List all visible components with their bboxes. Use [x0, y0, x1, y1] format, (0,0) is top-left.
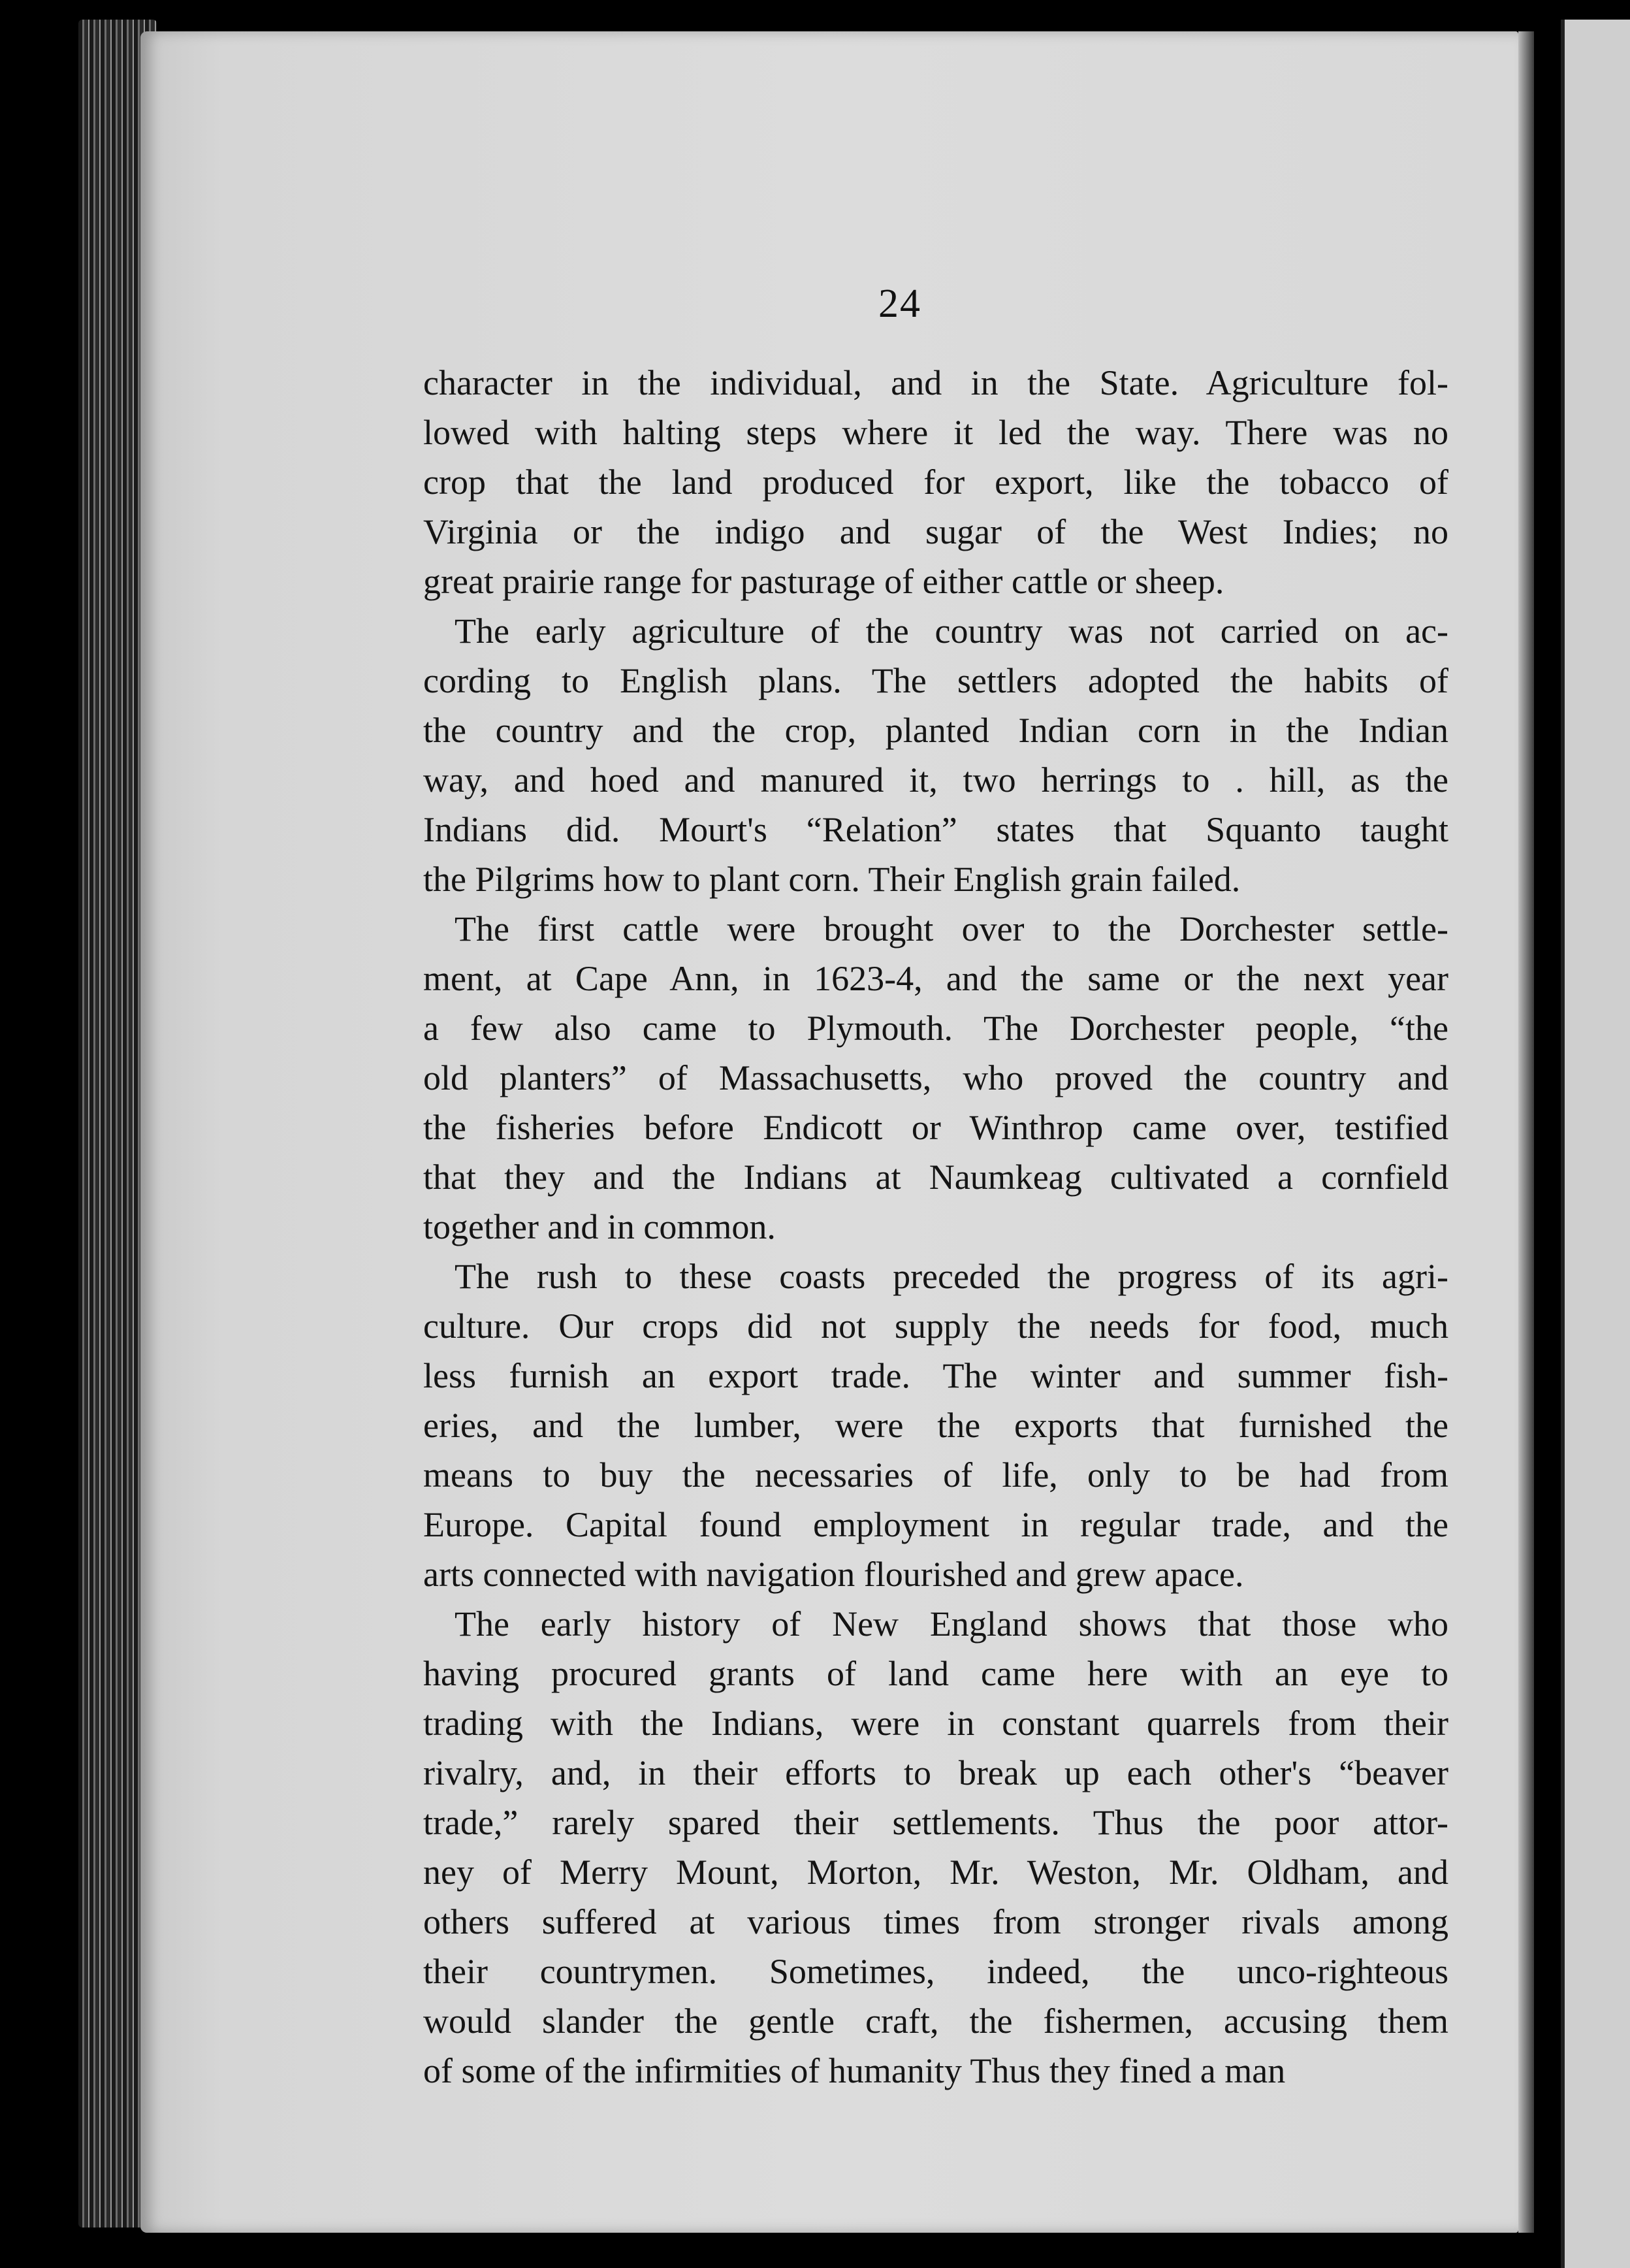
text-line: great prairie range for pasturage of either cattle or sheep. [423, 562, 1224, 601]
text-line: would slander the gentle craft, the fishermen, accusing them [423, 2001, 1448, 2041]
text-line: The first cattle were brought over to the Dorchester settle- [455, 909, 1448, 948]
text-line: lowed with halting steps where it led the way. There was no [423, 413, 1448, 452]
text-line: arts connected with navigation flourished and grew apace. [423, 1555, 1244, 1594]
text-line: character in the individual, and in the State. Agriculture fol- [423, 363, 1448, 402]
text-line: Europe. Capital found employment in regular trade, and the [423, 1505, 1448, 1544]
text-line: way, and hoed and manured it, two herrings to . hill, as the [423, 760, 1448, 800]
text-line: the country and the crop, planted Indian corn in the Indian [423, 711, 1448, 750]
body-text [423, 358, 1448, 2096]
text-line: means to buy the necessaries of life, only to be had from [423, 1455, 1448, 1495]
text-line: ment, at Cape Ann, in 1623-4, and the same or the next year [423, 959, 1448, 998]
text-line: others suffered at various times from stronger rivals among [423, 1902, 1448, 1941]
text-line: The early agriculture of the country was not carried on ac- [455, 611, 1448, 651]
text-line: Indians did. Mourt's “Relation” states that Squanto taught [423, 810, 1448, 849]
text-line: of some of the infirmities of humanity Thus they fined a man [423, 2051, 1286, 2090]
text-line: that they and the Indians at Naumkeag cultivated a cornfield [423, 1158, 1448, 1197]
text-line: trading with the Indians, were in constant quarrels from their [423, 1704, 1448, 1743]
text-line: trade,” rarely spared their settlements. Thus the poor attor- [423, 1803, 1448, 1842]
page-edge [1518, 31, 1534, 2233]
text-line: The rush to these coasts preceded the progress of its agri- [455, 1257, 1448, 1296]
text-line: The early history of New England shows that those who [455, 1604, 1448, 1644]
text-line: their countrymen. Sometimes, indeed, the unco-righteous [423, 1952, 1448, 1991]
page-number: 24 [878, 282, 921, 326]
facing-page-edge [1561, 20, 1630, 2268]
text-line: ney of Merry Mount, Morton, Mr. Weston, Mr. Oldham, and [423, 1853, 1448, 1892]
text-line: rivalry, and, in their efforts to break up each other's “beaver [423, 1753, 1448, 1792]
text-line: culture. Our crops did not supply the needs for food, much [423, 1306, 1448, 1346]
text-line: a few also came to Plymouth. The Dorchester people, “the [423, 1009, 1448, 1048]
text-line: having procured grants of land came here with an eye to [423, 1654, 1448, 1693]
text-line: together and in common. [423, 1207, 776, 1246]
text-line: old planters” of Massachusetts, who proved the country and [423, 1058, 1448, 1097]
text-line: less furnish an export trade. The winter and summer fish- [423, 1356, 1448, 1395]
text-line: the fisheries before Endicott or Winthrop came over, testified [423, 1108, 1448, 1147]
text-line: cording to English plans. The settlers adopted the habits of [423, 661, 1448, 700]
text-line: eries, and the lumber, were the exports that furnished the [423, 1406, 1448, 1445]
text-line: Virginia or the indigo and sugar of the West Indies; no [423, 512, 1448, 551]
text-line: the Pilgrims how to plant corn. Their English grain failed. [423, 860, 1241, 899]
text-line: crop that the land produced for export, like the tobacco of [423, 462, 1448, 502]
